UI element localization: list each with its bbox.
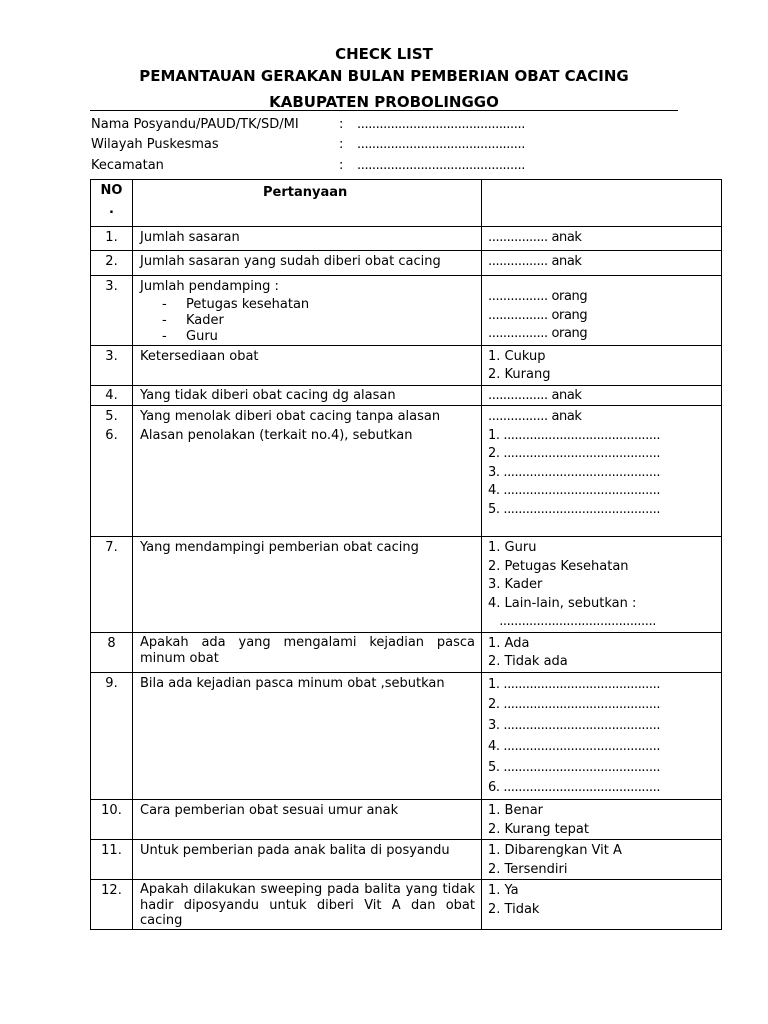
row-number: 8 (91, 632, 133, 672)
row-number: 9. (91, 672, 133, 800)
sub-item: - Guru (162, 328, 218, 344)
row-question: Jumlah sasaran yang sudah diberi obat cacing (133, 251, 482, 276)
table-row (91, 840, 722, 880)
row-answer[interactable]: 1. Ya 2. Tidak (482, 880, 722, 930)
table-row (91, 385, 722, 406)
row-answer[interactable]: ................ anak (482, 385, 722, 406)
row-question: Jumlah pendamping : - Petugas kesehatan - Kader - Guru (133, 276, 482, 346)
info-fill-field[interactable]: ............................................. (357, 117, 525, 132)
table-row (91, 276, 722, 346)
row-question: Untuk pemberian pada anak balita di posyandu (133, 840, 482, 880)
sub-item: - Kader (162, 312, 224, 328)
table-row (91, 632, 722, 672)
row-answer[interactable]: 1. Ada 2. Tidak ada (482, 632, 722, 672)
row-answer[interactable]: 1. .......................................... 2. .......................................... 3. .......................................... 4. .......................................... 5. .......................................... 6. .......................................... (482, 672, 722, 800)
row-answer[interactable]: 1. Cukup 2. Kurang (482, 345, 722, 385)
table-row (91, 537, 722, 633)
row-number: 12. (91, 880, 133, 930)
info-fill-field[interactable]: ............................................. (357, 137, 525, 152)
column-header-answer (482, 180, 722, 227)
row-answer[interactable]: ................ anak (482, 251, 722, 276)
row-answer[interactable]: ................ anak 1. .......................................... 2. .......................................... 3. .......................................... 4. .......................................... 5. .......................................... (482, 406, 722, 537)
row-question: Ketersediaan obat (133, 345, 482, 385)
checklist-table (90, 179, 722, 930)
column-header-question: Pertanyaan (133, 180, 482, 227)
table-row (91, 227, 722, 251)
info-fill-field[interactable]: ............................................. (357, 158, 525, 173)
row-question: Yang mendampingi pemberian obat cacing (133, 537, 482, 633)
row-question: Apakah dilakukan sweeping pada balita yang tidak hadir diposyandu untuk diberi Vit A dan obat cacing (133, 880, 482, 930)
info-colon: : (339, 158, 344, 173)
sub-item: - Petugas kesehatan (162, 296, 310, 312)
info-colon: : (339, 117, 344, 132)
title-divider (90, 110, 678, 111)
row-number: 5. 6. (91, 406, 133, 537)
document-region: KABUPATEN PROBOLINGGO (269, 93, 499, 111)
table-row (91, 345, 722, 385)
document-title: CHECK LIST (335, 45, 433, 63)
table-row (91, 672, 722, 800)
row-answer[interactable]: ................ anak (482, 227, 722, 251)
row-answer[interactable]: 1. Benar 2. Kurang tepat (482, 800, 722, 840)
info-colon: : (339, 137, 344, 152)
row-question: Apakah ada yang mengalami kejadian pasca minum obat (133, 632, 482, 672)
info-label: Kecamatan (91, 158, 164, 173)
info-label: Wilayah Puskesmas (91, 137, 219, 152)
row-number: 10. (91, 800, 133, 840)
row-number: 3. (91, 345, 133, 385)
table-row (91, 251, 722, 276)
document-subtitle: PEMANTAUAN GERAKAN BULAN PEMBERIAN OBAT CACING (139, 67, 629, 85)
table-row (91, 406, 722, 537)
row-answer[interactable]: 1. Guru 2. Petugas Kesehatan 3. Kader 4. Lain-lain, sebutkan : .......................................... (482, 537, 722, 633)
row-number: 4. (91, 385, 133, 406)
row-question: Bila ada kejadian pasca minum obat ,sebutkan (133, 672, 482, 800)
info-label: Nama Posyandu/PAUD/TK/SD/MI (91, 117, 299, 132)
row-number: 1. (91, 227, 133, 251)
row-number: 7. (91, 537, 133, 633)
row-question: Cara pemberian obat sesuai umur anak (133, 800, 482, 840)
row-question: Yang menolak diberi obat cacing tanpa alasan Alasan penolakan (terkait no.4), sebutkan (133, 406, 482, 537)
row-answer[interactable]: 1. Dibarengkan Vit A 2. Tersendiri (482, 840, 722, 880)
row-question: Jumlah sasaran (133, 227, 482, 251)
row-number: 3. (91, 276, 133, 346)
row-number: 11. (91, 840, 133, 880)
row-number: 2. (91, 251, 133, 276)
table-row (91, 800, 722, 840)
row-answer[interactable]: ................ orang ................ orang ................ orang (482, 276, 722, 346)
column-header-no: NO . (91, 180, 133, 227)
row-question: Yang tidak diberi obat cacing dg alasan (133, 385, 482, 406)
table-header-row (91, 180, 722, 227)
table-row (91, 880, 722, 930)
